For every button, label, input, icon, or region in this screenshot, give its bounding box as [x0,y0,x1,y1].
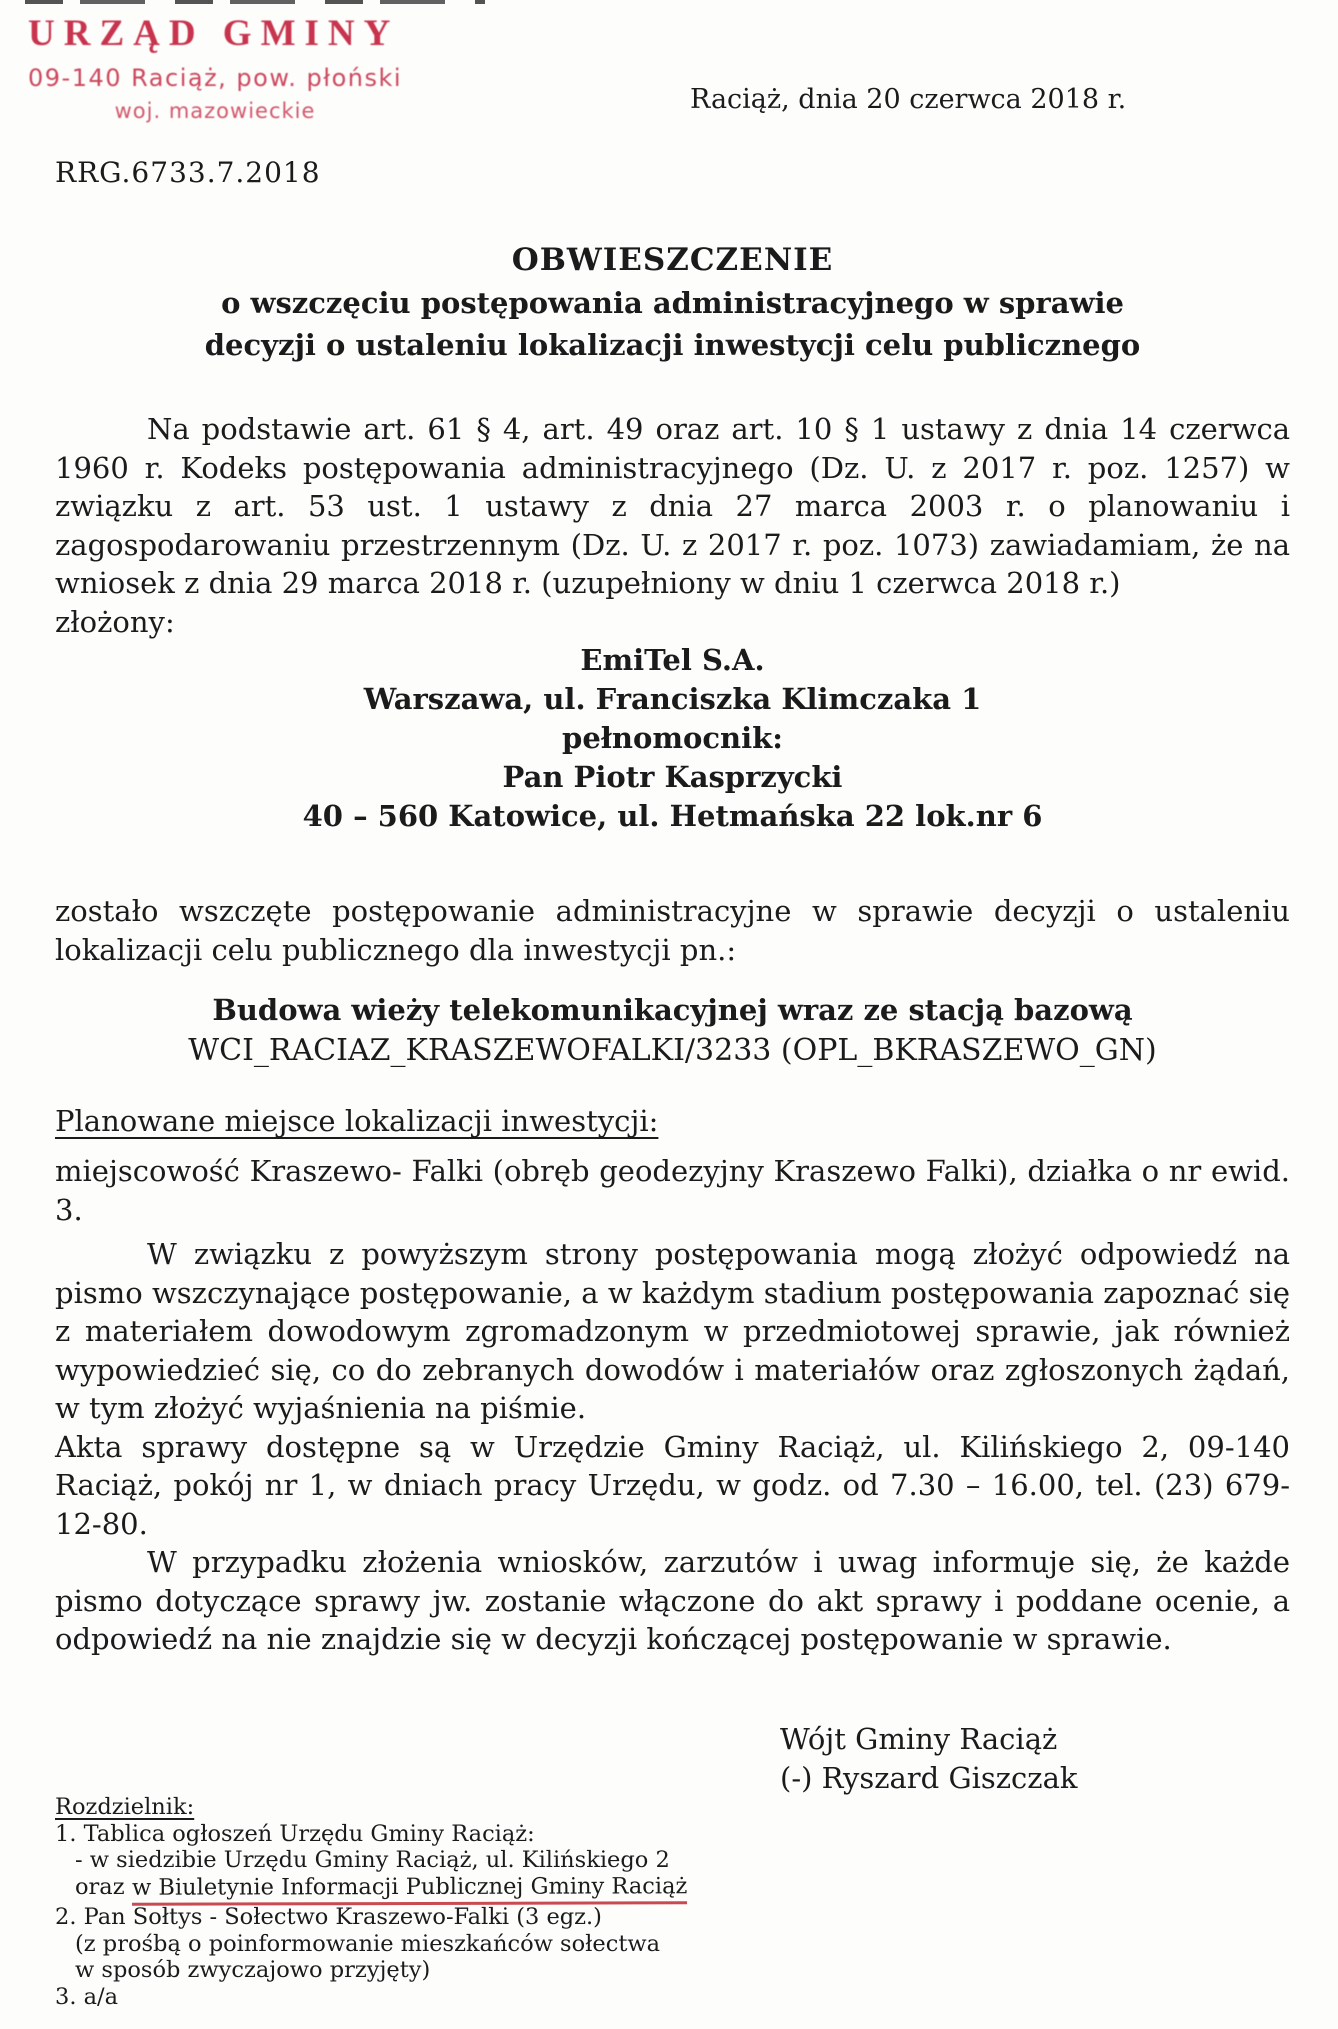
notice-title: OBWIESZCZENIE [511,242,834,278]
applicant-name: EmiTel S.A. [580,643,765,677]
place-and-date-line: Raciąż, dnia 20 czerwca 2018 r. [690,84,1127,115]
stamp-voivodeship: woj. mazowieckie [114,99,316,123]
distribution-item-1-sub-2 [55,1874,687,1905]
signature-block [780,1720,1077,1798]
applicant-block [55,641,1290,836]
scan-artifact-top-edge [25,0,485,4]
distribution-item-3: 3. a/a [55,1983,119,2010]
representative-label: pełnomocnik: [562,721,783,755]
distribution-item-2-sub-2: w sposób zwyczajowo przyjęty) [75,1957,431,1983]
distribution-item-1-sub-1: - w siedzibie Urzędu Gminy Raciąż, ul. Kilińskiego 2 [75,1847,670,1873]
notice-subtitle-line2: decyzji o ustaleniu lokalizacji inwestycji celu publicznego [204,328,1141,362]
proceeding-intro-paragraph: zostało wszczęte postępowanie administracyjne w sprawie decyzji o ustaleniu lokalizacji celu publicznego dla inwestycji pn.: [55,894,1290,967]
case-files-access-paragraph: Akta sprawy dostępne są w Urzędzie Gminy Raciąż, ul. Kilińskiego 2, 09-140 Raciąż, pokój nr 1, w dniach pracy Urzędu, w godz. od 7.30 – 16.00, tel. (23) 679-12-80. [55,1429,1290,1541]
signatory-name: (-) Ryszard Giszczak [780,1761,1078,1795]
distribution-item-2: 2. Pan Sołtys - Sołectwo Kraszewo-Falki (3 egz.) [55,1904,602,1930]
location-description: miejscowość Kraszewo- Falki (obręb geodezyjny Kraszewo Falki), działka o nr ewid. 3. [55,1154,1290,1227]
distribution-heading: Rozdzielnik: [55,1794,195,1820]
applicant-address: Warszawa, ul. Franciszka Klimczaka 1 [363,682,982,716]
distribution-item-2-sub-1: (z prośbą o poinformowanie mieszkańców sołectwa [75,1930,661,1957]
representative-name: Pan Piotr Kasprzycki [502,760,843,794]
stamp-office-address: 09-140 Raciąż, pow. płoński [28,64,403,92]
distribution-item-1: 1. Tablica ogłoszeń Urzędu Gminy Raciąż: [55,1820,535,1847]
representative-address: 40 – 560 Katowice, ul. Hetmańska 22 lok.nr 6 [302,799,1043,833]
parties-rights-paragraph: W związku z powyższym strony postępowania mogą złożyć odpowiedź na pismo wszczynające postępowanie, a w każdym stadium postępowania zapoznać się z materiałem dowodowym zgromadzonym w przedmiotowej sprawie, jak również wypowiedzieć się, co do zebranych dowodów i materiałów oraz zgłoszonych żądań, w tym złożyć wyjaśnienia na piśmie. [55,1237,1290,1425]
notice-subtitle-line1: o wszczęciu postępowania administracyjnego w sprawie [221,286,1124,320]
submissions-handling-paragraph: W przypadku złożenia wniosków, zarzutów i uwag informuje się, że każde pismo dotyczące sprawy jw. zostanie włączone do akt sprawy i poddane ocenie, a odpowiedź na nie znajdzie się w decyzji kończącej postępowanie w sprawie. [55,1545,1290,1656]
investment-name-line2: WCI_RACIAZ_KRASZEWOFALKI/3233 (OPL_BKRASZEWO_GN) [188,1033,1157,1068]
notice-body [55,238,1290,1659]
distribution-item-1-sub-2-underlined: w Biuletynie Informacji Publicznej Gminy Raciąż [132,1873,687,1905]
signatory-position: Wójt Gminy Raciąż [780,1722,1058,1756]
office-stamp [28,12,402,123]
submitted-by-label: złożony: [55,604,175,639]
location-section-heading: Planowane miejsce lokalizacji inwestycji: [55,1104,659,1138]
legal-basis-paragraph: Na podstawie art. 61 § 4, art. 49 oraz art. 10 § 1 ustawy z dnia 14 czerwca 1960 r. Kodeks postępowania administracyjnego (Dz. U. z 2017 r. poz. 1257) w związku z art. 53 ust. 1 ustawy z dnia 27 marca 2003 r. o planowaniu i zagospodarowaniu przestrzennym (Dz. U. z 2017 r. poz. 1073) zawiadamiam, że na wniosek z dnia 29 marca 2018 r. (uzupełniony w dniu 1 czerwca 2018 r.) [55,412,1290,600]
case-reference-number: RRG.6733.7.2018 [55,156,321,189]
stamp-office-name: URZĄD GMINY [28,13,400,54]
distribution-item-1-sub-2-prefix: oraz [75,1873,132,1900]
investment-name-line1: Budowa wieży telekomunikacyjnej wraz ze stacją bazową [212,993,1133,1027]
distribution-list [55,1794,687,2010]
